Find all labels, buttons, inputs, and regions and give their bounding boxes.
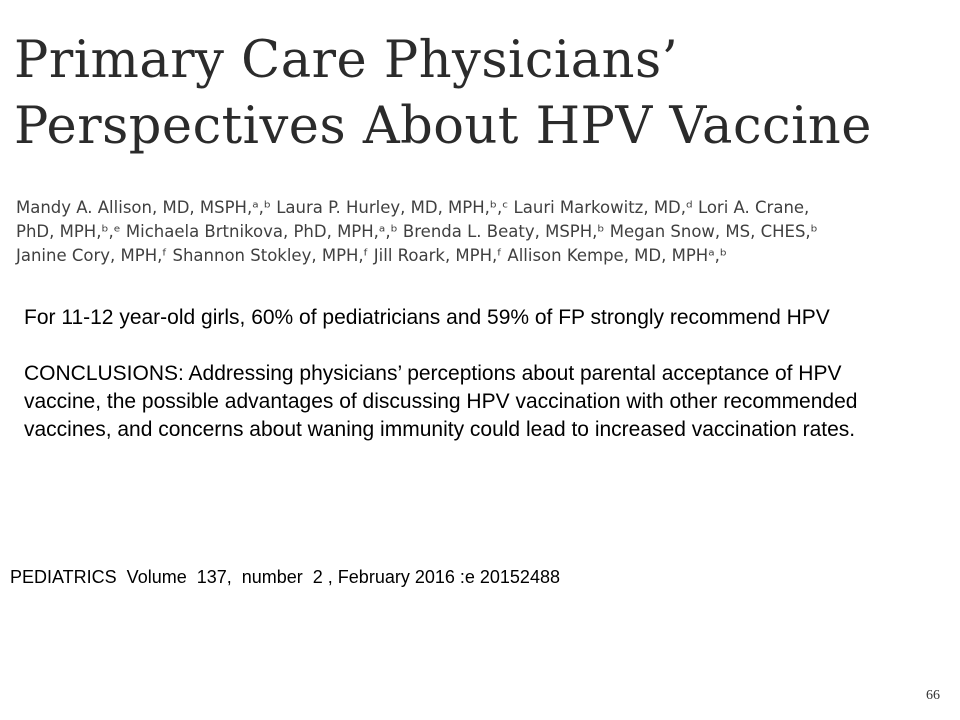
article-title-line: Perspectives About HPV Vaccine — [14, 97, 872, 156]
author-list — [16, 196, 936, 268]
author-line: Mandy A. Allison, MD, MSPH,ᵃ,ᵇ Laura P. Hurley, MD, MPH,ᵇ,ᶜ Lauri Markowitz, MD,ᵈ Lori A. Crane, — [16, 198, 810, 217]
article-title-line: Primary Care Physicians’ — [14, 31, 679, 90]
article-title — [14, 28, 954, 160]
page-number: 66 — [926, 688, 940, 703]
finding-paragraph: For 11-12 year-old girls, 60% of pediatricians and 59% of FP strongly recommend HPV — [24, 306, 830, 329]
author-line: PhD, MPH,ᵇ,ᵉ Michaela Brtnikova, PhD, MPH,ᵃ,ᵇ Brenda L. Beaty, MSPH,ᵇ Megan Snow, MS, CHES,ᵇ — [16, 222, 818, 241]
author-line: Janine Cory, MPH,ᶠ Shannon Stokley, MPH,ᶠ Jill Roark, MPH,ᶠ Allison Kempe, MD, MPHᵃ,ᵇ — [16, 246, 727, 265]
slide-body — [24, 304, 924, 444]
citation: PEDIATRICS Volume 137, number 2 , February 2016 :e 20152488 — [10, 567, 560, 587]
conclusions-paragraph: CONCLUSIONS: Addressing physicians’ perceptions about parental acceptance of HPV vaccine, the possible advantages of discussing HPV vaccination with other recommended vaccines, and concerns about waning immunity could lead to increased vaccination rates. — [24, 362, 858, 441]
